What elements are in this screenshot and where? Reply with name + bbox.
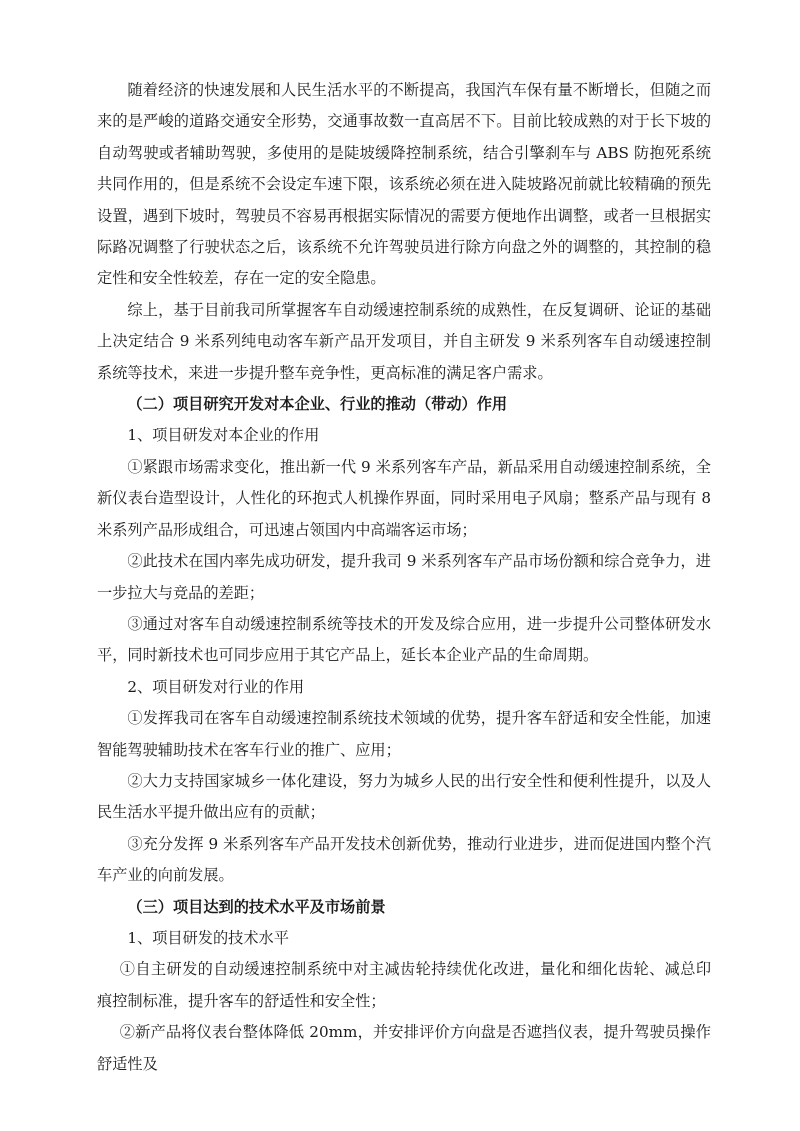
subsection-heading-industry: 2、项目研发对行业的作用 <box>127 677 305 696</box>
subsection-heading-tech-level: 1、项目研发的技术水平 <box>127 928 289 947</box>
paragraph-summary: 综上，基于目前我司所掌握客车自动缓速控制系统的成熟性，在反复调研、论证的基础上决定结合 9 米系列纯电动客车新产品开发项目，并自主研发 9 米系列客车自动缓速控制系统等技术，来进一步提升整车竞争性，更高标准的满足客户需求。 <box>97 300 711 382</box>
list-item-tech-2: ②新产品将仪表台整体降低 20mm，并安排评价方向盘是否遮挡仪表，提升驾驶员操作舒适性及 <box>97 1023 711 1073</box>
list-item-tech-1: ①自主研发的自动缓速控制系统中对主减齿轮持续优化改进，量化和细化齿轮、减总印痕控制标准，提升客车的舒适性和安全性； <box>97 960 711 1010</box>
section-heading-2: （二）项目研究开发对本企业、行业的推动（带动）作用 <box>127 395 508 414</box>
subsection-heading-enterprise: 1、项目研发对本企业的作用 <box>127 426 320 445</box>
section-heading-3: （三）项目达到的技术水平及市场前景 <box>127 897 386 916</box>
list-item-enterprise-2: ②此技术在国内率先成功研发，提升我司 9 米系列客车产品市场份额和综合竞争力，进一步拉大与竞品的差距； <box>97 552 711 602</box>
list-item-industry-3: ③充分发挥 9 米系列客车产品开发技术创新优势，推动行业进步，进而促进国内整个汽车产业的向前发展。 <box>97 834 711 885</box>
list-item-enterprise-3: ③通过对客车自动缓速控制系统等技术的开发及综合应用，进一步提升公司整体研发水平，同时新技术也可同步应用于其它产品上，延长本企业产品的生命周期。 <box>97 614 711 665</box>
list-item-industry-1: ①发挥我司在客车自动缓速控制系统技术领域的优势，提升客车舒适和安全性能，加速智能驾驶辅助技术在客车行业的推广、应用； <box>97 709 711 759</box>
document-body <box>97 75 711 1080</box>
paragraph-background: 随着经济的快速发展和人民生活水平的不断提高，我国汽车保有量不断增长，但随之而来的是严峻的道路交通安全形势，交通事故数一直高居不下。目前比较成熟的对于长下坡的自动驾驶或者辅助驾驶，多使用的是陡坡缓降控制系统，结合引擎刹车与 ABS 防抱死系统共同作用的，但是系统不会设定车速下限，该系统必须在进入陡坡路况前就比较精确的预先设置，遇到下坡时，驾驶员不容易再根据实际情况的需要方便地作出调整，或者一旦根据实际路况调整了行驶状态之后，该系统不允许驾驶员进行除方向盘之外的调整的，其控制的稳定性和安全性较差，存在一定的安全隐患。 <box>97 81 711 288</box>
list-item-enterprise-1: ①紧跟市场需求变化，推出新一代 9 米系列客车产品，新品采用自动缓速控制系统，全新仪表台造型设计，人性化的环抱式人机操作界面，同时采用电子风扇；整系产品与现有 8 米系列产品形成组合，可迅速占领国内中高端客运市场； <box>97 457 711 539</box>
list-item-industry-2: ②大力支持国家城乡一体化建设，努力为城乡人民的出行安全性和便利性提升，以及人民生活水平提升做出应有的贡献； <box>97 771 711 822</box>
